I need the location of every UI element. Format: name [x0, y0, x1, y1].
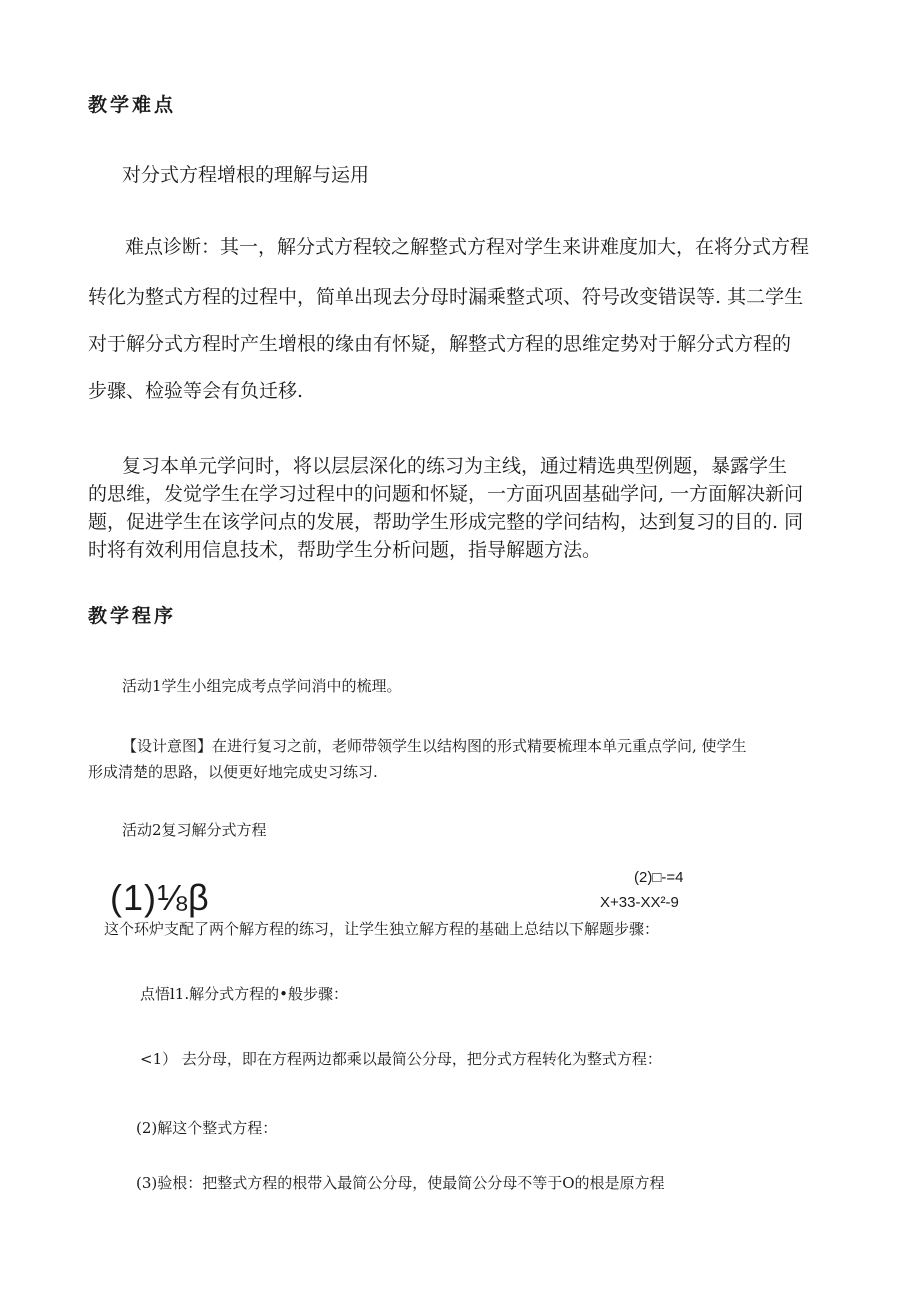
- diagnosis-line-2: 转化为整式方程的过程中，简单出现去分母时漏乘整式项、符号改变错误等. 其二学生: [88, 286, 804, 308]
- equation-1: (1)⅛β: [110, 877, 210, 918]
- diagnosis-line-1: 难点诊断：其一，解分式方程较之解整式方程对学生来讲难度加大，在将分式方程: [125, 236, 810, 258]
- equation-2-numerator: (2)□-=4: [634, 869, 684, 886]
- diagnosis-line-4: 步骤、检验等会有负迁移.: [88, 380, 304, 402]
- difficulty-heading: 教学难点: [88, 94, 177, 116]
- procedure-heading: 教学程序: [88, 605, 177, 627]
- equation-2-denominator: X+33-XX²-9: [600, 894, 679, 911]
- review-line-3: 题，促进学生在该学问点的发展，帮助学生形成完整的学问结构，达到复习的目的. 同: [88, 511, 804, 533]
- review-line-2: 的思维，发觉学生在学习过程中的问题和怀疑，一方面巩固基础学问, 一方面解决新问: [88, 483, 804, 505]
- step-3: (3)验根：把整式方程的根带入最简公分母，使最简公分母不等于O的根是原方程: [136, 1174, 665, 1192]
- design-intent-line-2: 形成清楚的思路，以便更好地完成史习练习.: [88, 763, 378, 781]
- exercise-note: 这个环炉支配了两个解方程的练习，让学生独立解方程的基础上总结以下解题步骤：: [104, 920, 660, 938]
- design-intent-line-1: 【设计意图】在进行复习之前，老师带领学生以结构图的形式精要梳理本单元重点学问, 使学生: [122, 737, 747, 755]
- step-2: (2)解这个整式方程：: [136, 1119, 278, 1137]
- difficulty-point: 对分式方程增根的理解与运用: [122, 164, 370, 186]
- step-1: <1） 去分母，即在方程两边都乘以最简公分母，把分式方程转化为整式方程：: [140, 1050, 662, 1068]
- review-line-1: 复习本单元学问时，将以层层深化的练习为主线，通过精选典型例题，暴露学生: [122, 455, 788, 477]
- review-line-4: 时将有效利用信息技术，帮助学生分析问题，指导解题方法。: [88, 539, 602, 561]
- diagnosis-line-3: 对于解分式方程时产生增根的缘由有怀疑，解整式方程的思维定势对于解分式方程的: [88, 333, 792, 355]
- activity-1: 活动1学生小组完成考点学问消中的梳理。: [122, 677, 402, 695]
- steps-title: 点悟l1.解分式方程的•般步骤：: [140, 985, 348, 1003]
- activity-2: 活动2复习解分式方程: [122, 821, 267, 839]
